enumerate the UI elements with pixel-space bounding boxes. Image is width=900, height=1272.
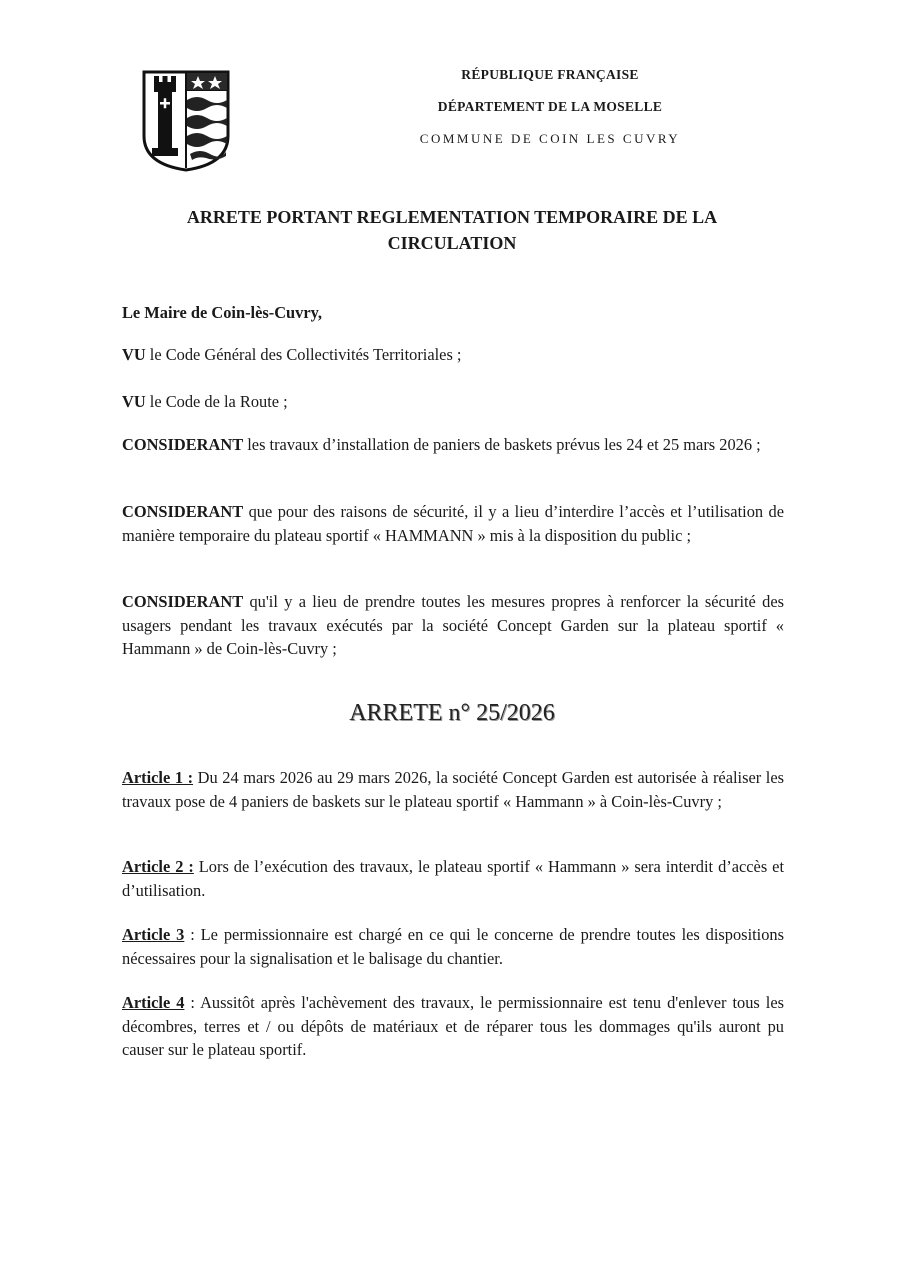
department-line: DÉPARTEMENT DE LA MOSELLE <box>437 99 663 114</box>
title-line-1: ARRETE PORTANT REGLEMENTATION TEMPORAIRE DE LA <box>186 207 718 227</box>
article-text: Lors de l’exécution des travaux, le plateau sportif « Hammann » sera interdit d’accès et d’utilisation. <box>122 857 784 900</box>
considerant-text: que pour des raisons de sécurité, il y a lieu d’interdire l’accès et l’utilisation de manière temporaire du plateau sportif « HAMMANN » mis à la disposition du public ; <box>122 502 784 545</box>
article-text: Du 24 mars 2026 au 29 mars 2026, la société Concept Garden est autorisée à réaliser les travaux pose de 4 paniers de baskets sur le plateau sportif « Hammann » à Coin-lès-Cuvry ; <box>122 768 784 811</box>
considerant-paragraph <box>122 590 784 661</box>
article-text: : Aussitôt après l'achèvement des travaux, le permissionnaire est tenu d'enlever tous les décombres, terres et / ou dépôts de matériaux et de réparer tous les dommages qu'ils auront pu causer sur le plateau sportif. <box>122 993 784 1059</box>
coat-of-arms-logo <box>140 68 232 172</box>
commune-line: COMMUNE DE COIN LES CUVRY <box>419 131 681 146</box>
considerant-paragraph <box>122 500 784 547</box>
article-paragraph <box>122 923 784 970</box>
considerant-paragraph <box>122 433 784 457</box>
article-paragraph <box>122 766 784 813</box>
article-label: Article 4 <box>122 993 185 1012</box>
vu-keyword: VU <box>122 392 146 411</box>
vu-text: le Code de la Route ; <box>145 392 288 411</box>
vu-text: le Code Général des Collectivités Territoriales ; <box>145 345 462 364</box>
considerant-text: les travaux d’installation de paniers de baskets prévus les 24 et 25 mars 2026 ; <box>243 435 761 454</box>
article-paragraph <box>122 991 784 1062</box>
article-label: Article 1 : <box>122 768 194 787</box>
article-text: : Le permissionnaire est chargé en ce qui le concerne de prendre toutes les dispositions nécessaires pour la signalisation et le balisage du chantier. <box>122 925 784 968</box>
republic-line: RÉPUBLIQUE FRANÇAISE <box>461 67 639 82</box>
vu-keyword: VU <box>122 345 146 364</box>
considerant-keyword: CONSIDERANT <box>122 435 244 454</box>
considerant-text: qu'il y a lieu de prendre toutes les mesures propres à renforcer la sécurité des usagers pendant les travaux exécutés par la société Concept Garden sur la plateau sportif « Hammann » de Coin-lès-Cuvry ; <box>122 592 784 658</box>
vu-paragraph <box>122 390 784 414</box>
article-label: Article 2 : <box>122 857 194 876</box>
considerant-keyword: CONSIDERANT <box>122 502 244 521</box>
intro-line: Le Maire de Coin-lès-Cuvry, <box>122 303 323 322</box>
title-line-2: CIRCULATION <box>387 233 517 253</box>
letterhead <box>400 64 700 160</box>
article-paragraph <box>122 855 784 902</box>
document-title <box>150 204 754 256</box>
vu-paragraph <box>122 343 784 367</box>
article-label: Article 3 <box>122 925 185 944</box>
considerant-keyword: CONSIDERANT <box>122 592 244 611</box>
arrete-number-heading: ARRETE n° 25/2026 <box>349 700 555 726</box>
